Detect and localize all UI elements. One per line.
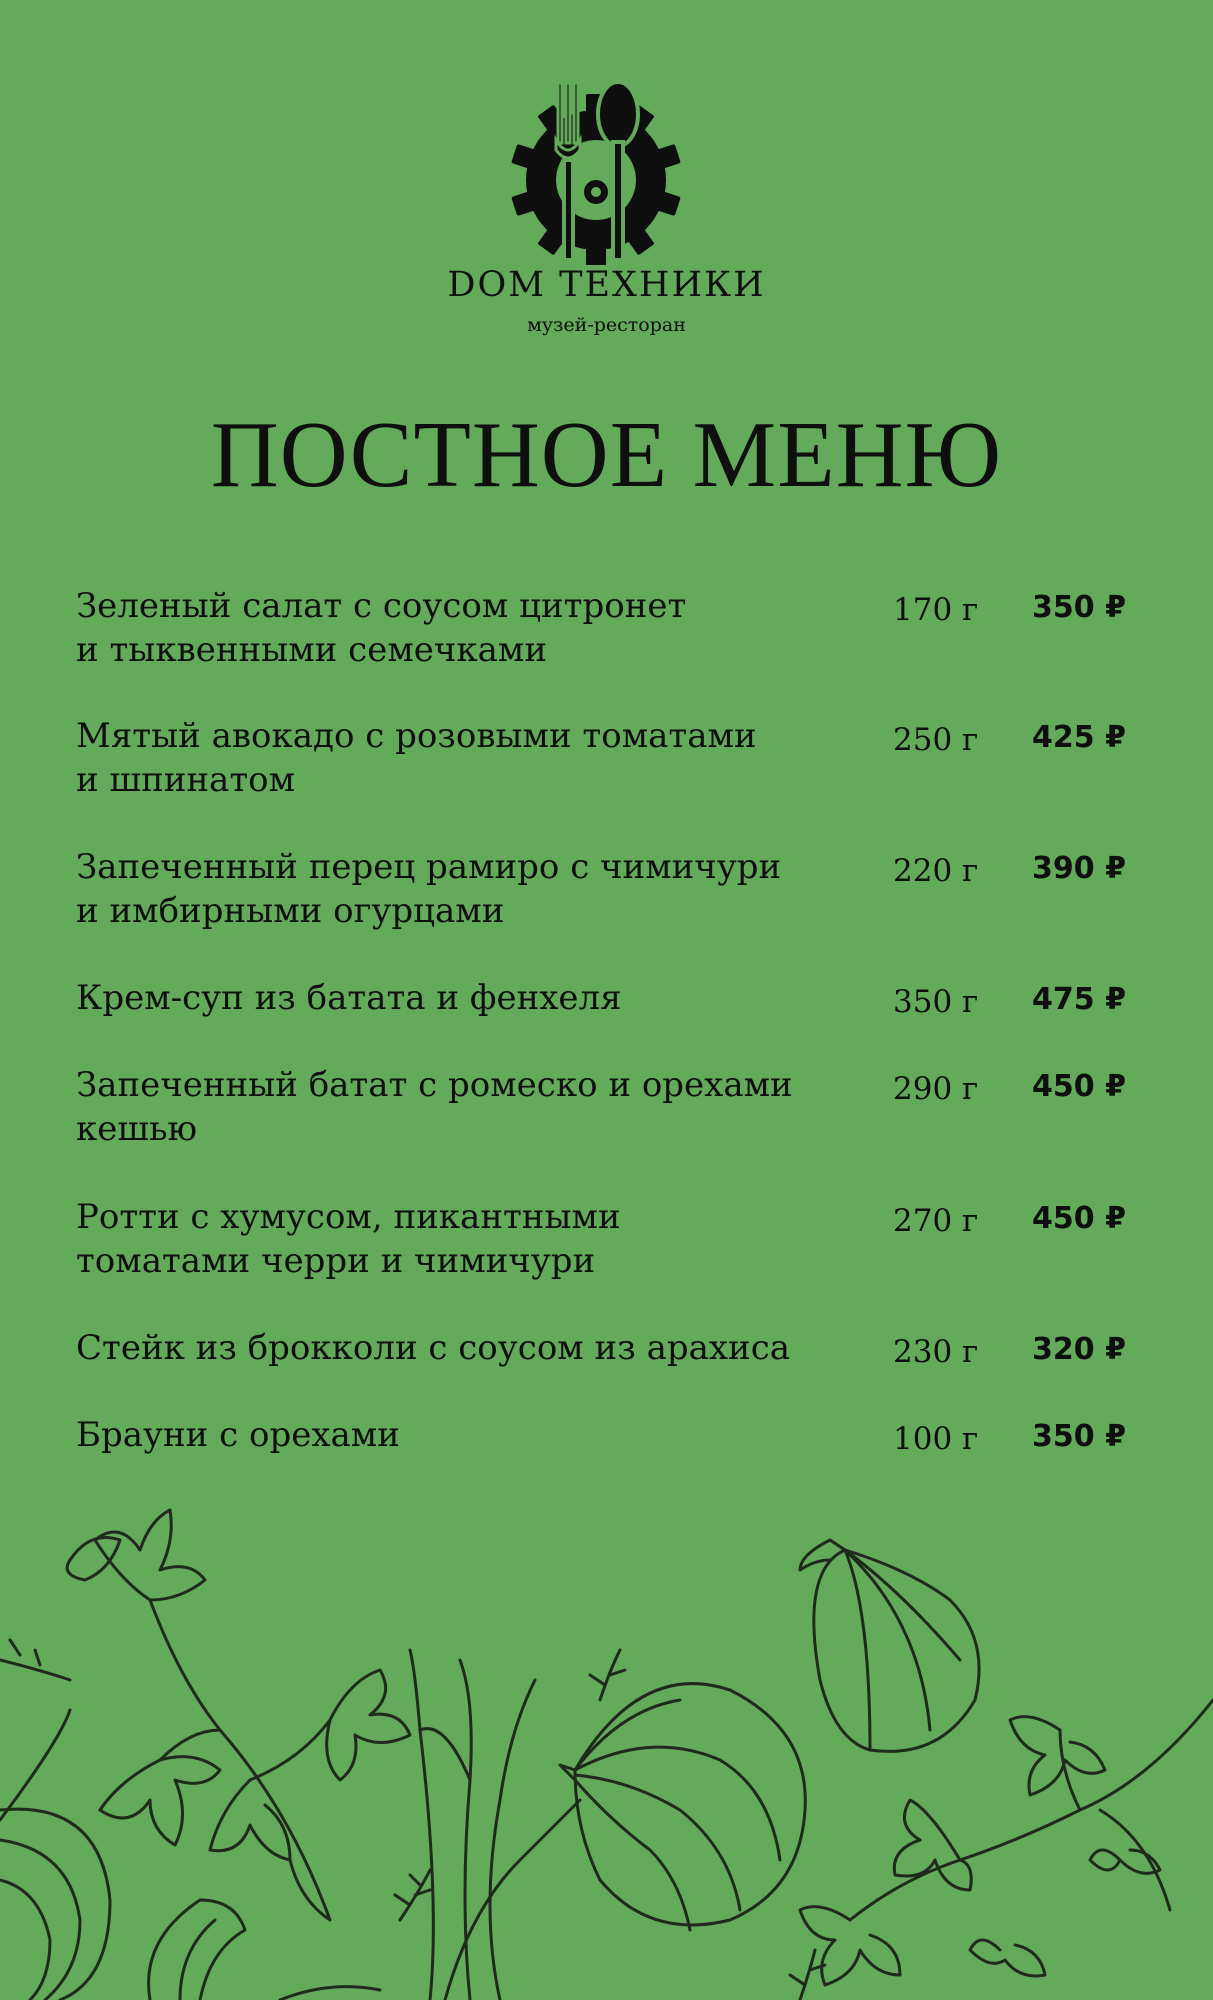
menu-item-price: 475 ₽ <box>1032 982 1126 1017</box>
menu-item-price: 450 ₽ <box>1032 1201 1126 1236</box>
menu-item <box>76 584 1156 674</box>
menu-item <box>76 845 1156 935</box>
menu-item-weight: 100 г <box>893 1421 979 1457</box>
menu-item-weight: 220 г <box>893 853 979 889</box>
menu-item-name: Стейк из брокколи с соусом из арахиса <box>76 1328 791 1368</box>
gear-with-fork-and-spoon-icon <box>506 80 686 265</box>
menu-item-price: 425 ₽ <box>1032 720 1126 755</box>
menu-item-name: Запеченный батат с ромеско и орехами кешью <box>76 1065 793 1149</box>
brand-name: DOM ТЕХНИКИ <box>447 265 766 305</box>
menu-item-weight: 290 г <box>893 1071 979 1107</box>
menu-item <box>76 714 1156 804</box>
menu-item-price: 450 ₽ <box>1032 1069 1126 1104</box>
menu-item-weight: 170 г <box>893 592 979 628</box>
menu-item-weight: 270 г <box>893 1203 979 1239</box>
vegetables-herbs-line-art-icon <box>0 1480 1213 2000</box>
menu-item <box>76 1063 1156 1153</box>
menu-item-name: Мятый авокадо с розовыми томатами и шпинатом <box>76 716 757 800</box>
menu-item <box>76 1195 1156 1285</box>
menu-item-name: Брауни с орехами <box>76 1415 400 1455</box>
menu-item <box>76 1326 1156 1416</box>
menu-item-name: Зеленый салат с соусом цитронет и тыквенными семечками <box>76 586 687 670</box>
menu-item-name: Запеченный перец рамиро с чимичури и имбирными огурцами <box>76 847 782 931</box>
brand-subtitle: музей-ресторан <box>527 314 686 336</box>
menu-item-price: 350 ₽ <box>1032 590 1126 625</box>
menu-item-weight: 350 г <box>893 984 979 1020</box>
menu-item-weight: 250 г <box>893 722 979 758</box>
menu-item-price: 390 ₽ <box>1032 851 1126 886</box>
menu-item-name: Крем-суп из батата и фенхеля <box>76 978 622 1018</box>
menu-item-price: 320 ₽ <box>1032 1332 1126 1367</box>
menu-item-price: 350 ₽ <box>1032 1419 1126 1454</box>
menu-title: ПОСТНОЕ МЕНЮ <box>210 403 1003 507</box>
menu-item-weight: 230 г <box>893 1334 979 1370</box>
menu-item <box>76 976 1156 1066</box>
menu-item-name: Ротти с хумусом, пикантными томатами черри и чимичури <box>76 1197 621 1281</box>
